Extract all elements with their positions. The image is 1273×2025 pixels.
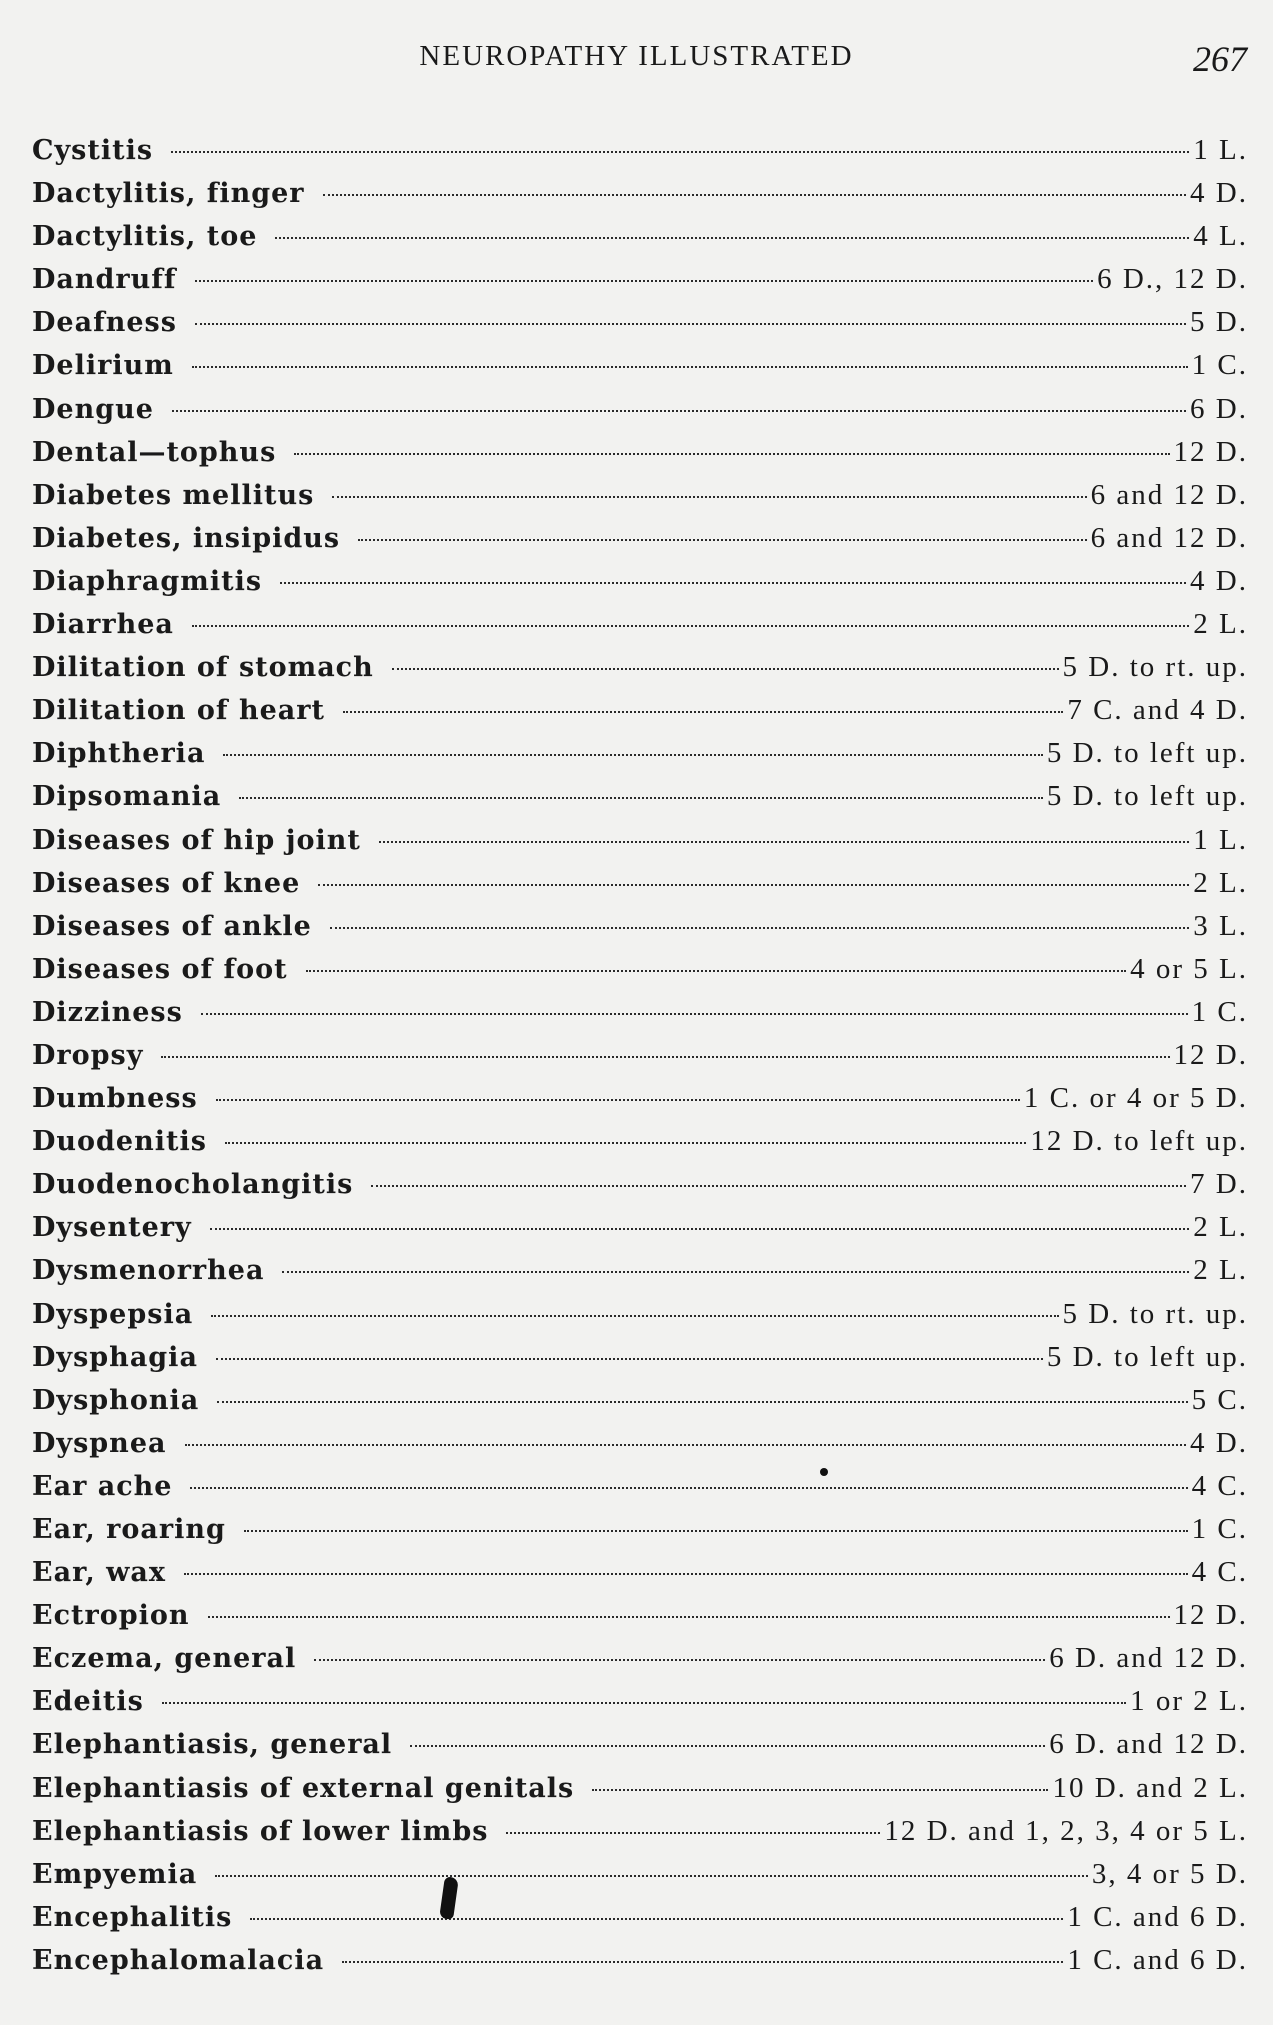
entry-reference: 5 D. to rt. up. — [1062, 1297, 1248, 1330]
dot-leader — [371, 1185, 1186, 1187]
index-entry — [32, 824, 1248, 867]
entry-reference: 5 D. — [1190, 306, 1248, 339]
index-entry — [32, 1168, 1248, 1211]
index-entry — [32, 910, 1248, 953]
index-entry — [32, 737, 1248, 780]
dot-leader — [195, 323, 1186, 325]
entry-term: Diseases of knee — [32, 867, 301, 899]
index-entry — [32, 436, 1248, 479]
entry-term: Diarrhea — [32, 609, 174, 641]
dot-leader — [185, 1444, 1187, 1446]
dot-leader — [275, 237, 1189, 239]
entry-reference: 1 L. — [1193, 823, 1248, 856]
entry-reference: 1 C. — [1191, 349, 1248, 382]
entry-term: Empyemia — [32, 1858, 198, 1890]
dot-leader — [318, 884, 1189, 886]
index-entry — [32, 694, 1248, 737]
entry-term: Elephantiasis of external genitals — [32, 1772, 575, 1804]
entry-term: Dengue — [32, 393, 154, 425]
entry-term: Encephalomalacia — [32, 1944, 325, 1976]
index-entry — [32, 1470, 1248, 1513]
entry-term: Encephalitis — [32, 1901, 233, 1933]
dot-leader — [592, 1789, 1048, 1791]
index-entry — [32, 393, 1248, 436]
entry-reference: 6 and 12 D. — [1090, 478, 1248, 511]
dot-leader — [379, 841, 1189, 843]
entry-reference: 6 D. and 12 D. — [1049, 1728, 1248, 1761]
index-entry — [32, 1815, 1248, 1858]
index-entry — [32, 867, 1248, 910]
index-entry — [32, 1211, 1248, 1254]
entry-term: Diabetes, insipidus — [32, 522, 341, 554]
entry-term: Dizziness — [32, 996, 183, 1028]
entry-reference: 4 C. — [1191, 1469, 1248, 1502]
dot-leader — [306, 970, 1126, 972]
index-entry — [32, 953, 1248, 996]
dot-leader — [201, 1013, 1188, 1015]
entry-term: Elephantiasis of lower limbs — [32, 1815, 489, 1847]
dot-leader — [225, 1142, 1026, 1144]
running-header-title: NEUROPATHY ILLUSTRATED — [419, 40, 854, 72]
entry-reference: 1 C. and 6 D. — [1067, 1900, 1248, 1933]
dot-leader — [215, 1875, 1088, 1877]
index-entry — [32, 1772, 1248, 1815]
index-entry — [32, 1858, 1248, 1901]
entry-reference: 2 L. — [1193, 608, 1248, 641]
dot-leader — [332, 496, 1086, 498]
entry-term: Diseases of ankle — [32, 910, 312, 942]
entry-term: Eczema, general — [32, 1643, 297, 1675]
entry-term: Ear ache — [32, 1470, 173, 1502]
index-entry — [32, 220, 1248, 263]
dot-leader — [171, 151, 1189, 153]
dot-leader — [216, 1358, 1043, 1360]
entry-term: Dyspepsia — [32, 1298, 194, 1330]
entry-reference: 1 C. — [1191, 995, 1248, 1028]
entry-reference: 7 C. and 4 D. — [1067, 694, 1248, 727]
entry-term: Dental—tophus — [32, 436, 277, 468]
index-entry — [32, 1384, 1248, 1427]
index-entry — [32, 1685, 1248, 1728]
index-entry — [32, 1642, 1248, 1685]
index-entry — [32, 1728, 1248, 1771]
entry-term: Dysentery — [32, 1212, 192, 1244]
dot-leader — [172, 410, 1186, 412]
entry-reference: 10 D. and 2 L. — [1052, 1771, 1248, 1804]
index-entry — [32, 1125, 1248, 1168]
entry-reference: 2 L. — [1193, 1211, 1248, 1244]
ink-speck — [820, 1468, 828, 1476]
dot-leader — [343, 711, 1063, 713]
page-number: 267 — [1193, 39, 1247, 79]
dot-leader — [280, 582, 1186, 584]
entry-reference: 1 C. — [1191, 1513, 1248, 1545]
dot-leader — [190, 1487, 1187, 1489]
dot-leader — [192, 625, 1189, 627]
entry-term: Dyspnea — [32, 1427, 167, 1459]
entry-term: Dumbness — [32, 1083, 198, 1115]
dot-leader — [294, 453, 1169, 455]
entry-term: Duodenitis — [32, 1126, 207, 1158]
entry-reference: 6 D. — [1190, 392, 1248, 425]
entry-term: Diaphragmitis — [32, 565, 263, 597]
dot-leader — [192, 366, 1188, 368]
index-entry — [32, 1944, 1248, 1987]
entry-term: Ectropion — [32, 1600, 190, 1632]
entry-term: Diseases of foot — [32, 953, 288, 985]
index-entry — [32, 651, 1248, 694]
entry-term: Ear, roaring — [32, 1514, 226, 1545]
index-entry — [32, 479, 1248, 522]
dot-leader — [342, 1961, 1063, 1963]
dot-leader — [358, 539, 1087, 541]
entry-term: Dysphonia — [32, 1384, 200, 1416]
entry-term: Dactylitis, finger — [32, 178, 305, 210]
dot-leader — [314, 1659, 1045, 1661]
dot-leader — [410, 1745, 1045, 1747]
dot-leader — [162, 1702, 1126, 1704]
entry-term: Dysphagia — [32, 1341, 198, 1373]
entry-term: Dysmenorrhea — [32, 1255, 265, 1287]
dot-leader — [392, 668, 1059, 670]
dot-leader — [323, 194, 1187, 196]
entry-term: Dilitation of stomach — [32, 652, 374, 684]
dot-leader — [184, 1573, 1188, 1575]
entry-reference: 1 C. and 6 D. — [1067, 1943, 1248, 1976]
entry-reference: 5 D. to rt. up. — [1062, 651, 1248, 684]
entry-reference: 3, 4 or 5 D. — [1091, 1857, 1248, 1890]
index-entry — [32, 1298, 1248, 1341]
entry-reference: 1 L. — [1193, 134, 1248, 166]
dot-leader — [208, 1616, 1170, 1618]
index-entry — [32, 177, 1248, 220]
index-entry — [32, 1513, 1248, 1556]
index-entry — [32, 1254, 1248, 1297]
dot-leader — [211, 1315, 1058, 1317]
entry-reference: 3 L. — [1193, 909, 1248, 942]
entry-reference: 12 D. and 1, 2, 3, 4 or 5 L. — [884, 1814, 1248, 1847]
entry-reference: 4 D. — [1190, 1426, 1248, 1459]
entry-term: Dipsomania — [32, 781, 222, 813]
entry-reference: 2 L. — [1193, 1254, 1248, 1287]
entry-term: Diphtheria — [32, 738, 206, 770]
entry-reference: 5 C. — [1191, 1383, 1248, 1416]
index-entry — [32, 134, 1248, 177]
dot-leader — [506, 1832, 880, 1834]
entry-reference: 1 or 2 L. — [1130, 1685, 1248, 1718]
dot-leader — [239, 797, 1043, 799]
index-entry — [32, 565, 1248, 608]
dot-leader — [217, 1401, 1187, 1403]
entry-term: Delirium — [32, 350, 174, 382]
index-entry — [32, 349, 1248, 392]
entry-term: Duodenocholangitis — [32, 1169, 354, 1201]
index-entry — [32, 1427, 1248, 1470]
entry-reference: 5 D. to left up. — [1046, 780, 1248, 813]
index-entry — [32, 263, 1248, 306]
entry-reference: 4 L. — [1193, 220, 1248, 253]
index-entry — [32, 1341, 1248, 1384]
index-entry — [32, 1082, 1248, 1125]
dot-leader — [216, 1099, 1020, 1101]
dot-leader — [223, 754, 1042, 756]
entry-reference: 6 and 12 D. — [1090, 521, 1248, 554]
dot-leader — [282, 1271, 1189, 1273]
entry-reference: 4 or 5 L. — [1130, 952, 1248, 985]
index-entry — [32, 306, 1248, 349]
entry-term: Diseases of hip joint — [32, 824, 361, 856]
index-entry — [32, 1599, 1248, 1642]
index-entry — [32, 1556, 1248, 1599]
entry-term: Deafness — [32, 307, 177, 339]
index-entry — [32, 1039, 1248, 1082]
entry-reference: 1 C. or 4 or 5 D. — [1023, 1082, 1248, 1115]
dot-leader — [244, 1530, 1188, 1532]
entry-term: Edeitis — [32, 1686, 144, 1718]
dot-leader — [195, 280, 1094, 282]
entry-term: Cystitis — [32, 135, 154, 166]
entry-reference: 12 D. — [1173, 435, 1248, 468]
entry-reference: 4 D. — [1190, 177, 1248, 210]
dot-leader — [161, 1056, 1169, 1058]
entry-reference: 12 D. to left up. — [1030, 1125, 1248, 1158]
entry-term: Dactylitis, toe — [32, 221, 258, 253]
entry-reference: 5 D. to left up. — [1046, 737, 1248, 770]
dot-leader — [210, 1228, 1190, 1230]
entry-reference: 4 C. — [1191, 1556, 1248, 1589]
entry-reference: 5 D. to left up. — [1046, 1340, 1248, 1373]
index-entry — [32, 780, 1248, 823]
index-entry-list — [32, 134, 1248, 1987]
entry-term: Dilitation of heart — [32, 695, 325, 727]
entry-reference: 4 D. — [1190, 564, 1248, 597]
index-entry — [32, 996, 1248, 1039]
dot-leader — [250, 1918, 1063, 1920]
entry-reference: 2 L. — [1193, 866, 1248, 899]
entry-term: Diabetes mellitus — [32, 479, 315, 511]
entry-reference: 6 D., 12 D. — [1097, 263, 1248, 296]
index-entry — [32, 522, 1248, 565]
index-entry — [32, 608, 1248, 651]
entry-term: Ear, wax — [32, 1557, 166, 1589]
entry-reference: 12 D. — [1173, 1038, 1248, 1071]
entry-term: Dandruff — [32, 264, 177, 296]
entry-reference: 12 D. — [1173, 1599, 1248, 1632]
index-entry — [32, 1901, 1248, 1944]
entry-term: Dropsy — [32, 1039, 144, 1071]
entry-reference: 7 D. — [1190, 1168, 1248, 1201]
entry-term: Elephantiasis, general — [32, 1729, 393, 1761]
dot-leader — [330, 927, 1189, 929]
entry-reference: 6 D. and 12 D. — [1049, 1642, 1248, 1675]
